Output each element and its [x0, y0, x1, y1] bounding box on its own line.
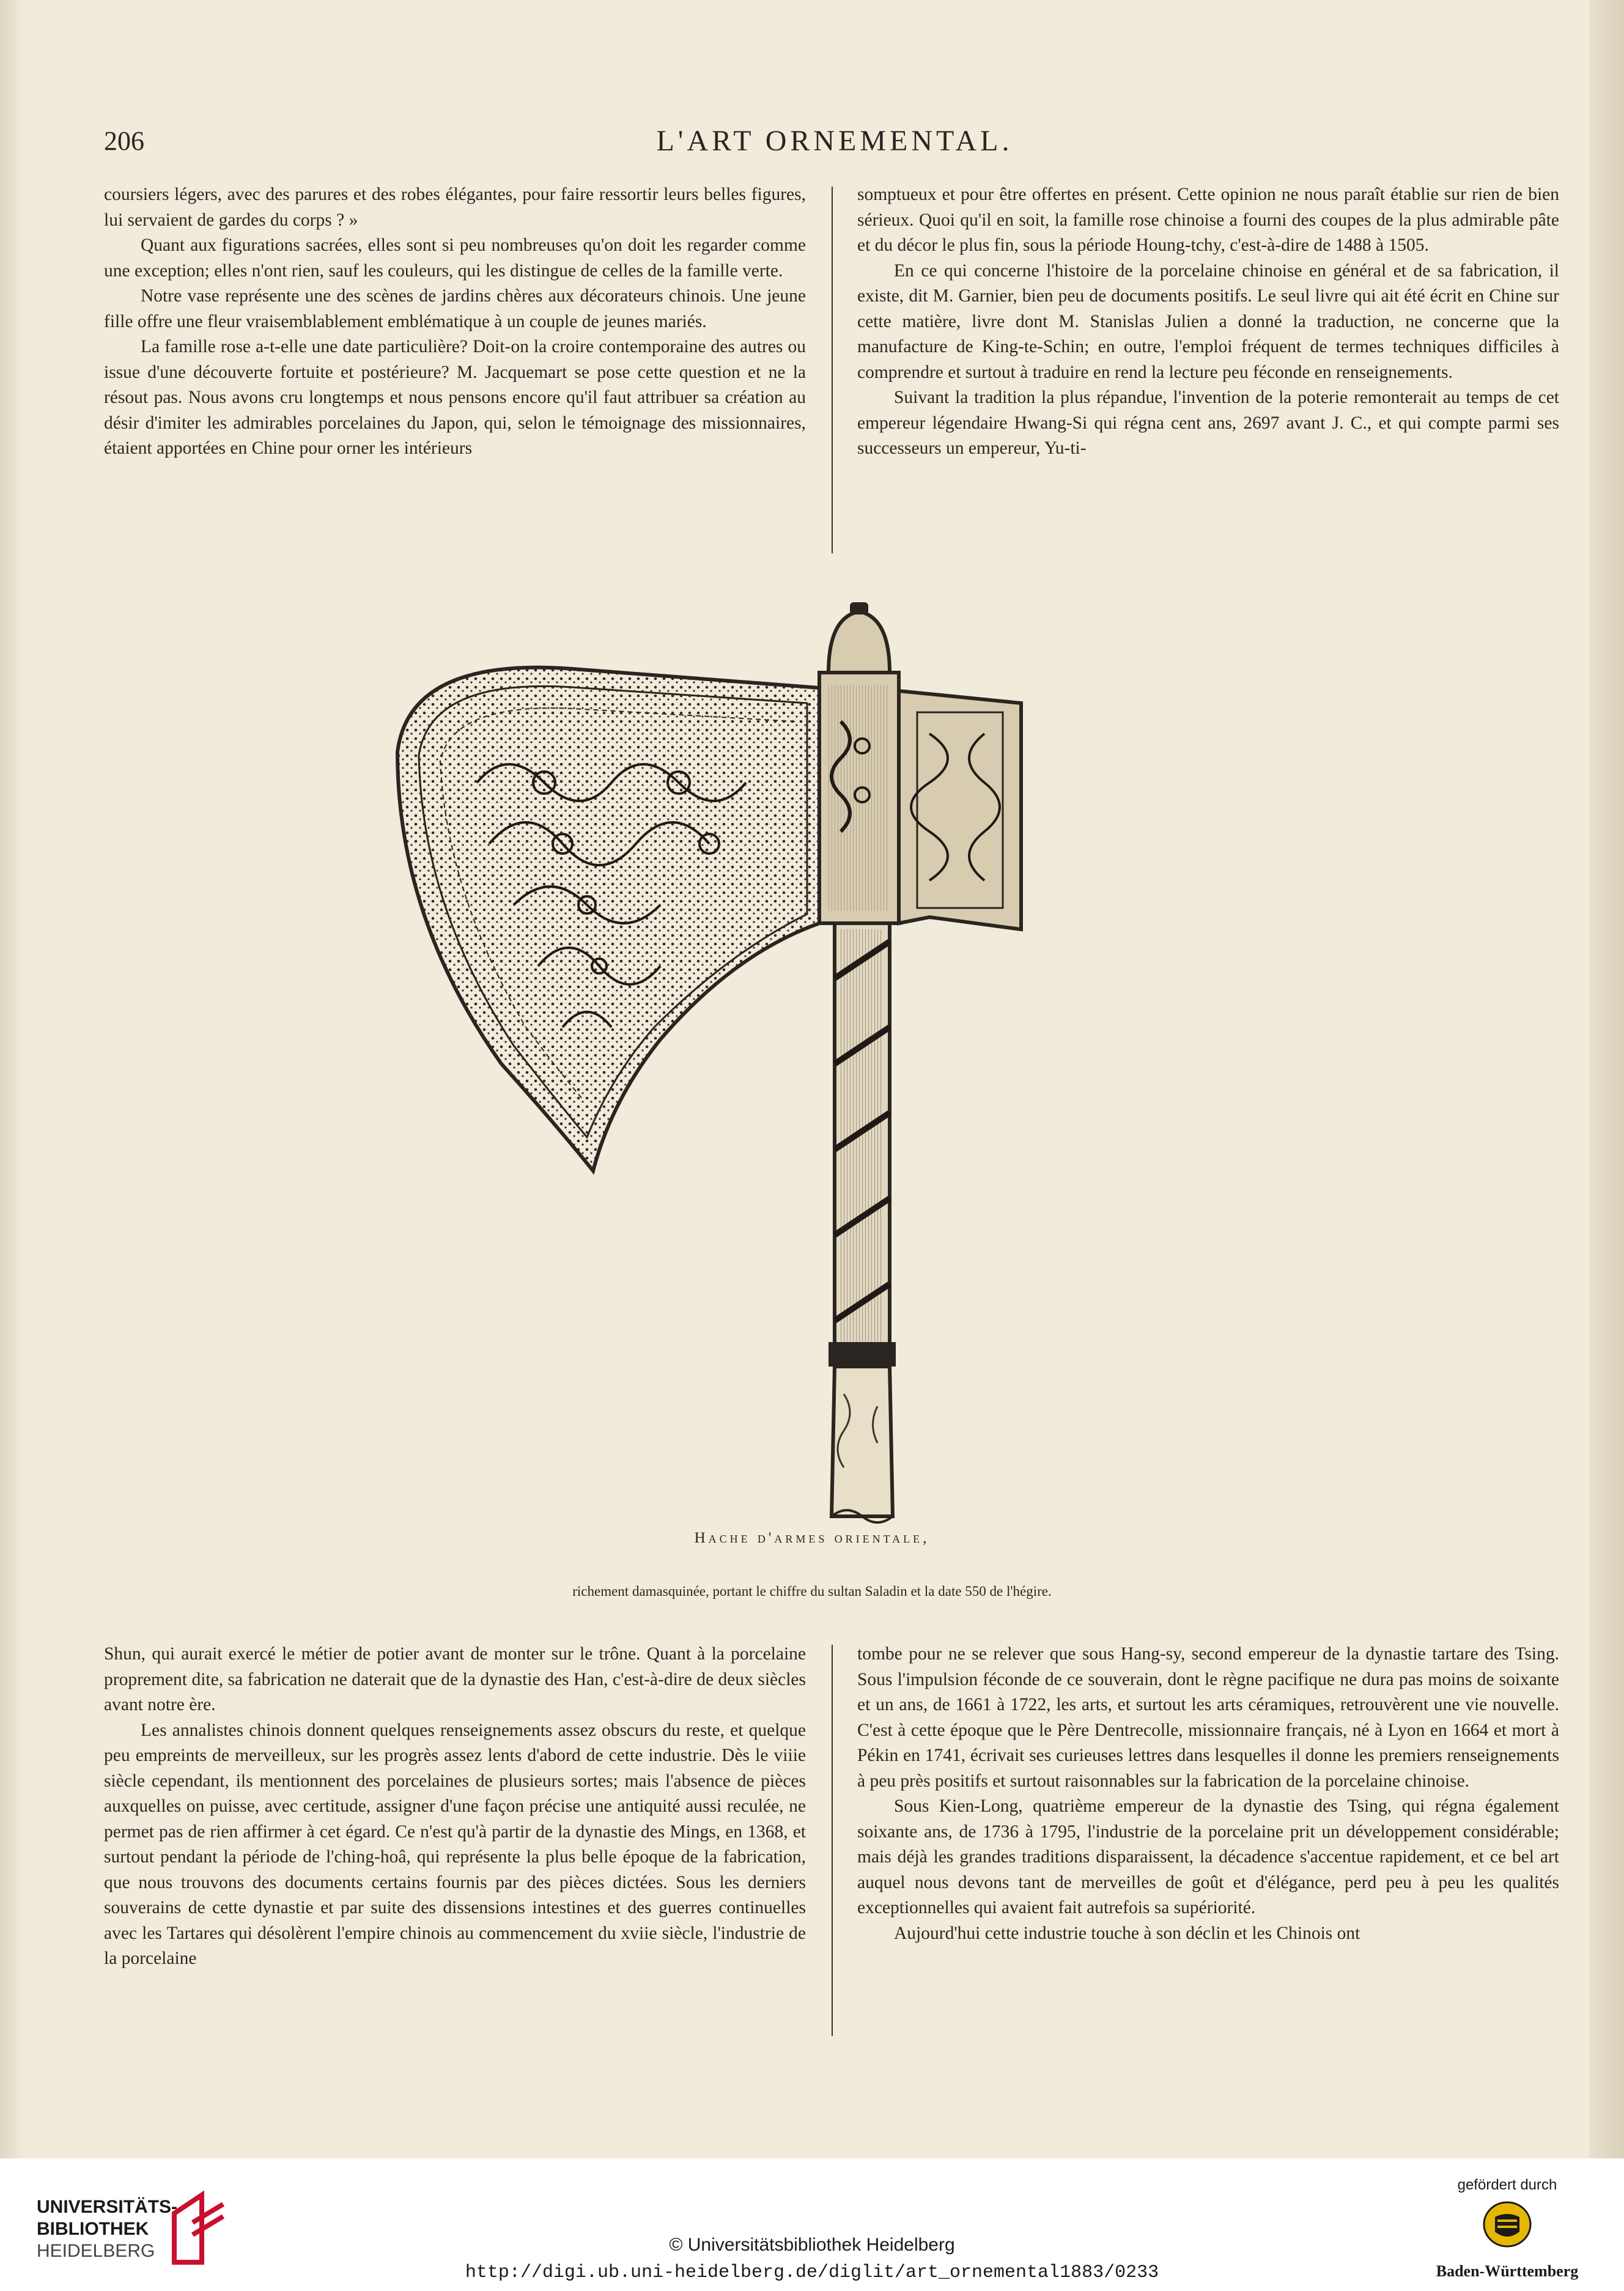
library-name-line2: BIBLIOTHEK [37, 2219, 149, 2239]
library-logo[interactable] [37, 2189, 226, 2268]
copyright-notice: © Universitätsbibliothek Heidelberg [669, 2235, 955, 2255]
paragraph: somptueux et pour être offertes en présent. Cette opinion ne nous paraît établie sur rien de bien sérieux. Quoi qu'il en soit, la famille rose chinoise a fourni des coupes de la plus admirable pâte et du décor le plus fin, sous la période Houng-tchy, c'est-à-dire de 1488 à 1505. [857, 185, 1559, 255]
library-name-line1: UNIVERSITÄTS- [37, 2197, 178, 2217]
paragraph: Notre vase représente une des scènes de jardins chères aux décorateurs chinois. Une jeune fille offre une fleur vraisemblablement emblématique à un couple de jeunes mariés. [104, 286, 806, 331]
library-name-line3: HEIDELBERG [37, 2241, 155, 2261]
column-rule-top [832, 186, 833, 553]
axe-grip [832, 1367, 893, 1516]
shaft-collar [829, 1342, 896, 1367]
paragraph: En ce qui concerne l'histoire de la porcelaine chinoise en général et de sa fabrication, il existe, dit M. Garnier, bien peu de documents positifs. Le seul livre qui ait été écrit en Chine sur cette matière, livre dont M. Stanislas Julien a donné la traduction, ne concerne que la manufacture de King-te-Schin; en outre, l'emploi fréquent de termes techniques difficiles à comprendre et surtout à traduire en rend la lecture peu féconde en renseignements. [857, 260, 1559, 382]
axe-finial [829, 611, 890, 673]
page-edge-left [0, 0, 24, 2158]
figure-caption-title: Hache d'armes orientale, [694, 1530, 930, 1546]
paragraph: Shun, qui aurait exercé le métier de potier avant de monter sur le trône. Quant à la porcelaine proprement dite, sa fabrication ne daterait que de la dynastie des Han, c'est-à-dire de deux siècles avant notre ère. [104, 1644, 806, 1714]
sponsor-block[interactable] [1425, 2177, 1590, 2287]
axe-illustration [379, 599, 1143, 1535]
sponsor-label: gefördert durch [1457, 2177, 1557, 2193]
coat-of-arms-icon [1483, 2200, 1532, 2249]
column-bottom-right [857, 1642, 1559, 1946]
paragraph: La famille rose a-t-elle une date particulière? Doit-on la croire contemporaine des autres ou issue d'une découverte fortuite et postérieure? M. Jacquemart se pose cette question et ne la résout pas. Nous avons cru longtemps et nous pensons encore qu'il faut attribuer sa création au désir d'imiter les admirables porcelaines du Japon, qui, selon le témoignage des missionnaires, étaient apportées en Chine pour orner les intérieurs [104, 337, 806, 458]
page-header [104, 125, 1565, 168]
page-edge-right [1590, 0, 1624, 2158]
column-top-right [857, 182, 1559, 462]
paragraph: Les annalistes chinois donnent quelques renseignements assez obscurs du reste, et quelque peu empreints de merveilleux, sur les progrès assez lents d'abord de cette industrie. Dès le viiie siècle cependant, ils mentionnent des porcelaines de plusieurs sortes; mais l'absence de pièces auxquelles on puisse, avec certitude, assigner d'une façon précise une antiquité aussi reculée, ne permet pas de rien affirmer à cet égard. Ce n'est qu'à partir de la dynastie des Mings, en 1368, et surtout pendant la période de l'ching-hoâ, qui représente la plus belle époque de la fabrication, que nous trouvons des documents certains fournis par des pièces dictées. Sous les derniers souverains de cette dynastie et par suite des dissensions intestines et des guerres continuelles avec les Tartares qui désolèrent l'empire chinois au commencement du xviie siècle, l'industrie de la porcelaine [104, 1720, 806, 1968]
column-rule-bottom [832, 1645, 833, 2036]
sponsor-name: Baden-Württemberg [1436, 2262, 1579, 2280]
library-emblem-icon [168, 2189, 229, 2268]
permalink-url[interactable]: http://digi.ub.uni-heidelberg.de/diglit/art_ornemental1883/0233 [465, 2262, 1159, 2283]
paragraph: coursiers légers, avec des parures et des robes élégantes, pour faire ressortir leurs belles figures, lui servaient de gardes du corps ? » [104, 185, 806, 230]
column-bottom-left [104, 1642, 806, 1972]
running-title: L'ART ORNEMENTAL. [656, 125, 1013, 157]
axe-engraving [379, 599, 1143, 1535]
paragraph: tombe pour ne se relever que sous Hang-sy, second empereur de la dynastie tartare des Tsing. Sous l'impulsion féconde de ce souverain, dont le règne pacifique ne dura pas moins de soixante et un ans, de 1661 à 1722, les arts, et surtout les arts céramiques, retrouvèrent une vie nouvelle. C'est à cette époque que le Père Dentrecolle, missionnaire français, né à Lyon en 1664 et mort à Pékin en 1741, écrivait ses curieuses lettres dans lesquelles il donne les premiers renseignements à peu près positifs et surtout raisonnables sur la fabrication de la porcelaine chinoise. [857, 1644, 1559, 1791]
figure-caption-subtitle: richement damasquinée, portant le chiffre du sultan Saladin et la date 550 de l'hégire. [572, 1584, 1052, 1599]
paragraph: Suivant la tradition la plus répandue, l'invention de la poterie remonterait au temps de cet empereur légendaire Hwang-Si qui régna cent ans, 2697 avant J. C., et qui compte parmi ses successeurs un empereur, Yu-ti- [857, 388, 1559, 458]
column-top-left [104, 182, 806, 462]
viewer-footer [0, 2158, 1624, 2291]
paragraph: Sous Kien-Long, quatrième empereur de la dynastie des Tsing, qui régna également soixante ans, de 1736 à 1795, l'industrie de la porcelaine prit un développement considérable; mais déjà les grandes traditions disparaissent, la décadence s'accentue rapidement, et ce bel art auquel nous devons tant de merveilles de goût et d'élégance, perd peu à peu les qualités exceptionnelles qui avaient fait autrefois sa supériorité. [857, 1796, 1559, 1917]
paragraph: Aujourd'hui cette industrie touche à son déclin et les Chinois ont [894, 1923, 1360, 1943]
paragraph: Quant aux figurations sacrées, elles sont si peu nombreuses qu'on doit les regarder comme une exception; elles n'ont rien, sauf les couleurs, qui les distingue de celles de la famille verte. [104, 235, 806, 281]
page-number: 206 [104, 126, 144, 156]
